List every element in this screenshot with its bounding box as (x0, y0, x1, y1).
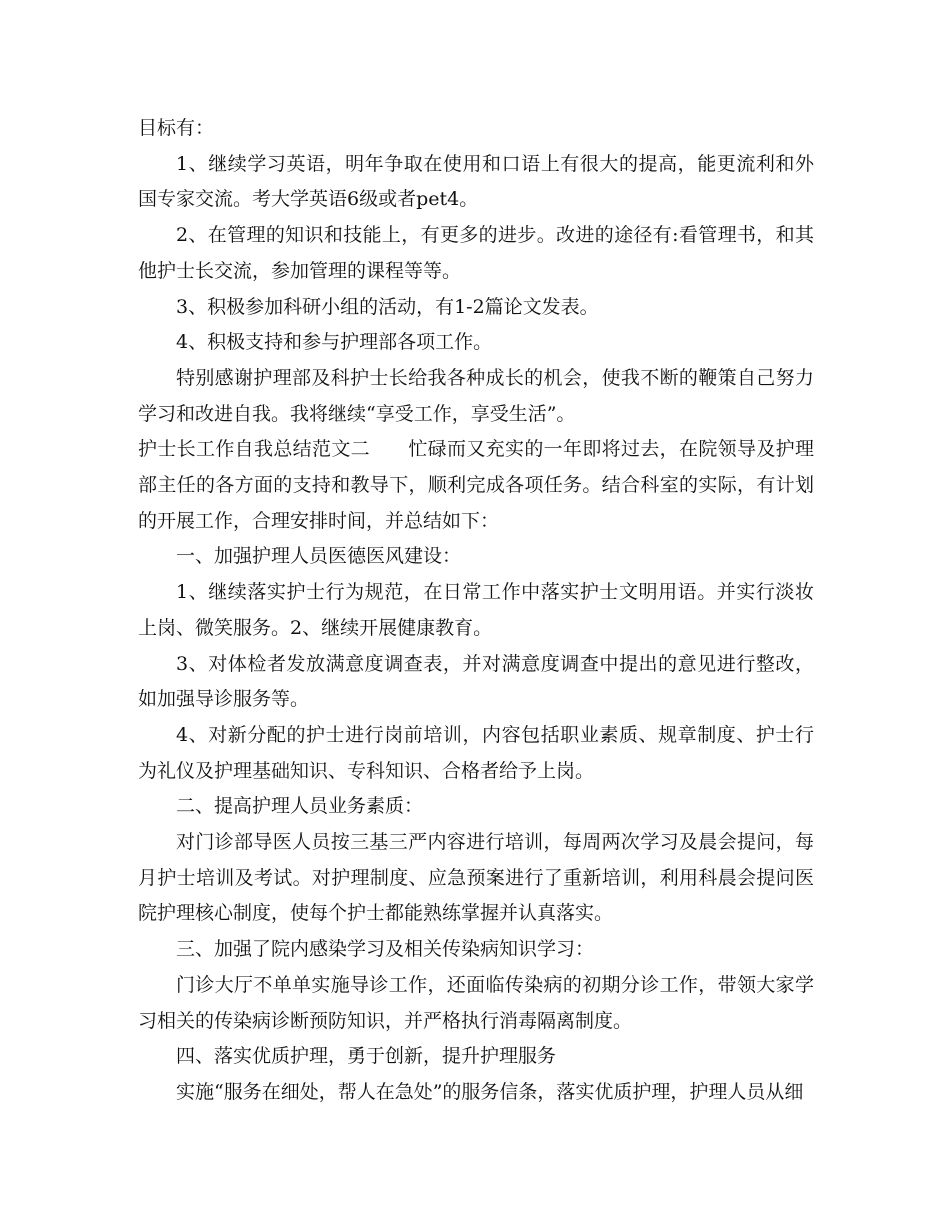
section-1-item-1: 1、继续落实护士行为规范，在日常工作中落实护士文明用语。并实行淡妆上岗、微笑服务。2、继续开展健康教育。 (138, 581, 814, 639)
goals-heading: 目标有： (138, 117, 215, 139)
thanks-paragraph: 特别感谢护理部及科护士长给我各种成长的机会，使我不断的鞭策自己努力学习和改进自我。我将继续“享受工作，享受生活”。 (138, 366, 814, 425)
goal-item-4: 4、积极支持和参与护理部各项工作。 (176, 331, 493, 354)
second-article-title: 护士长工作自我总结范文二 (138, 438, 370, 461)
section-2-body: 对门诊部导医人员按三基三严内容进行培训，每周两次学习及晨会提问，每月护士培训及考试。对护理制度、应急预案进行了重新培训，利用科晨会提问医院护理核心制度，使每个护士都能熟练掌握并认真落实。 (138, 831, 814, 925)
section-2-title: 二、提高护理人员业务素质： (176, 795, 424, 818)
section-4-title: 四、落实优质护理，勇于创新，提升护理服务 (176, 1045, 557, 1068)
goal-item-2: 2、在管理的知识和技能上，有更多的进步。改进的途径有:看管理书，和其他护士长交流，参加管理的课程等等。 (138, 224, 814, 282)
document-body (138, 111, 814, 1111)
goal-item-1: 1、继续学习英语，明年争取在使用和口语上有很大的提高，能更流利和外国专家交流。考大学英语6级或者pet4。 (138, 152, 814, 211)
section-4-body: 实施“服务在细处，帮人在急处”的服务信条，落实优质护理，护理人员从细 (176, 1080, 804, 1103)
section-1-item-4: 4、对新分配的护士进行岗前培训，内容包括职业素质、规章制度、护士行为礼仪及护理基础知识、专科知识、合格者给予上岗。 (138, 723, 814, 782)
second-article-intro-text: 忙碌而又充实的一年即将过去，在院领导及护理部主任的各方面的支持和教导下，顺利完成各项任务。结合科室的实际，有计划的开展工作，合理安排时间，并总结如下： (138, 438, 814, 532)
goal-item-3: 3、积极参加科研小组的活动，有1-2篇论文发表。 (176, 295, 599, 318)
section-3-body: 门诊大厅不单单实施导诊工作，还面临传染病的初期分诊工作，带领大家学习相关的传染病诊断预防知识，并严格执行消毒隔离制度。 (138, 973, 814, 1032)
second-article-intro (138, 432, 814, 539)
section-1-item-3: 3、对体检者发放满意度调查表，并对满意度调查中提出的意见进行整改，如加强导诊服务等。 (138, 652, 814, 711)
section-3-title: 三、加强了院内感染学习及相关传染病知识学习： (176, 938, 595, 961)
section-1-title: 一、加强护理人员医德医风建设： (176, 545, 462, 568)
